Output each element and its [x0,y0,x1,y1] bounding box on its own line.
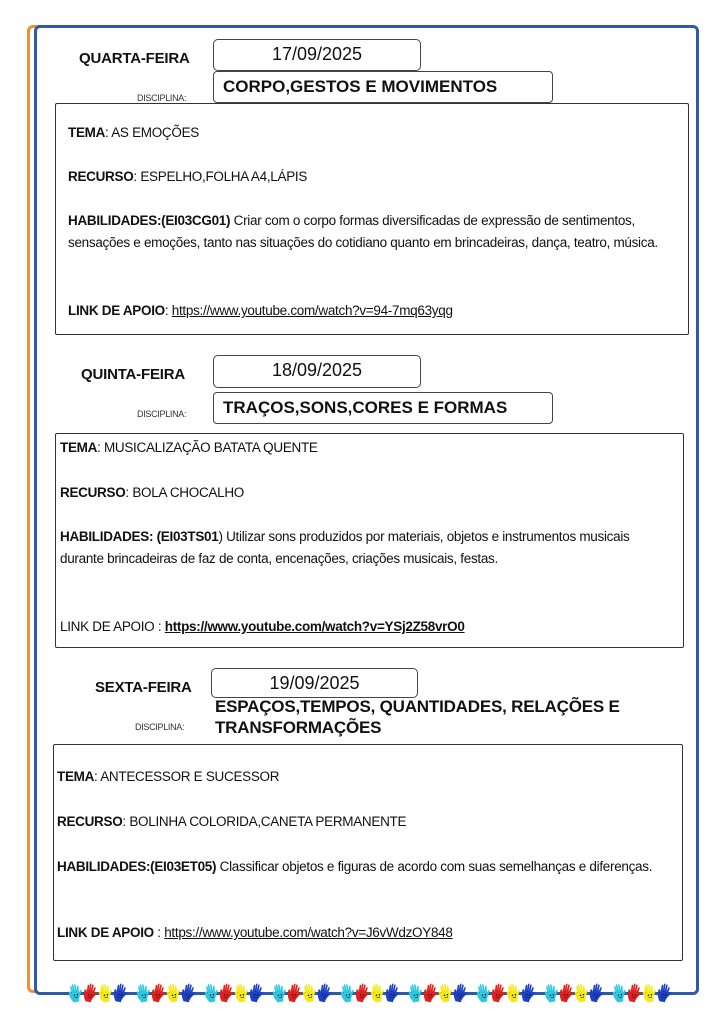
date-field: 18/09/2025 [213,355,421,388]
lesson-content-box [53,744,683,961]
hand-icon [249,983,264,1003]
hand-icon [521,983,536,1003]
tema-line: TEMA: AS EMOÇÕES [68,125,199,140]
recurso-label: RECURSO [57,814,123,829]
habilidades-text: Criar com o corpo formas diversificadas de expressão de sentimentos, sensações e emoções, tanto nas situações do cotidiano quanto em brincadeiras, dança, teatro, música. [68,213,658,250]
hand-icon [491,983,506,1003]
hand-icon [370,983,385,1003]
disciplina-line-1: ESPAÇOS,TEMPOS, QUANTIDADES, RELAÇÕES E [215,697,620,716]
habilidades-text: ) Utilizar sons produzidos por materiais, objetos e instrumentos musicais durante brincadeiras de faz de conta, encenações, criações musicais, festas. [60,529,630,566]
support-link[interactable]: https://www.youtube.com/watch?v=YSj2Z58vrO0 [164,619,465,634]
hand-icon [423,983,438,1003]
recurso-line: RECURSO: BOLA CHOCALHO [60,485,244,500]
date-field: 17/09/2025 [213,39,421,71]
tema-value: ANTECESSOR E SUCESSOR [100,769,280,784]
hand-icon [355,983,370,1003]
hands-group [408,983,468,1005]
hand-icon [98,983,113,1003]
hand-icon [302,983,317,1003]
hand-icon [438,983,453,1003]
tema-value: MUSICALIZAÇÃO BATATA QUENTE [103,440,318,455]
tema-line: TEMA: MUSICALIZAÇÃO BATATA QUENTE [60,440,318,455]
hand-icon [234,983,249,1003]
disciplina-label: DISCIPLINA: [137,409,187,419]
hand-icon [113,983,128,1003]
habilidades-label: HABILIDADES: [68,213,162,228]
disciplina-line-2: TRANSFORMAÇÕES [215,718,382,737]
hands-group [476,983,536,1005]
hand-icon [68,983,83,1003]
hands-group [544,983,604,1005]
disciplina-field: CORPO,GESTOS E MOVIMENTOS [213,71,553,103]
recurso-value: ESPELHO,FOLHA A4,LÁPIS [140,169,308,184]
hand-icon [627,983,642,1003]
link-label: LINK DE APOIO [68,303,165,318]
recurso-value: BOLINHA COLORIDA,CANETA PERMANENTE [129,814,407,829]
support-link[interactable]: https://www.youtube.com/watch?v=J6vWdzOY848 [164,925,453,940]
hand-icon [453,983,468,1003]
hands-group [272,983,332,1005]
tema-label: TEMA [68,125,106,140]
day-label: SEXTA-FEIRA [95,679,192,696]
disciplina-label: DISCIPLINA: [137,93,187,103]
day-label: QUINTA-FEIRA [81,366,185,383]
habilidades-text: Classificar objetos e figuras de acordo com suas semelhanças e diferenças. [219,859,653,874]
hand-icon [317,983,332,1003]
link-line: LINK DE APOIO : https://www.youtube.com/watch?v=J6vWdzOY848 [57,925,453,940]
link-label: LINK DE APOIO [57,925,154,940]
date-field: 19/09/2025 [211,668,418,698]
hand-icon [83,983,98,1003]
tema-label: TEMA [60,440,98,455]
hand-icon [204,983,219,1003]
hand-icon [181,983,196,1003]
link-label: LINK DE APOIO [60,619,155,634]
habilidades-code: (EI03ET05) [150,859,217,874]
hand-icon [340,983,355,1003]
habilidades-line [60,526,671,570]
hand-icon [385,983,400,1003]
support-link[interactable]: https://www.youtube.com/watch?v=94-7mq63yqg [171,303,453,318]
hands-group [204,983,264,1005]
habilidades-label: HABILIDADES: [57,859,151,874]
day-label: QUARTA-FEIRA [79,50,190,67]
recurso-label: RECURSO [60,485,126,500]
hand-icon [476,983,491,1003]
lesson-content-box [55,103,689,335]
hand-icon [544,983,559,1003]
hand-icon [136,983,151,1003]
hand-icon [287,983,302,1003]
hands-group [612,983,672,1005]
tema-label: TEMA [57,769,95,784]
recurso-line: RECURSO: ESPELHO,FOLHA A4,LÁPIS [68,169,308,184]
hand-icon [219,983,234,1003]
habilidades-line [57,856,670,878]
tema-value: AS EMOÇÕES [111,125,199,140]
hand-icon [574,983,589,1003]
hand-icon [408,983,423,1003]
hands-group [68,983,128,1005]
tema-line: TEMA: ANTECESSOR E SUCESSOR [57,769,280,784]
recurso-value: BOLA CHOCALHO [132,485,244,500]
habilidades-line [68,210,676,254]
hand-icon [589,983,604,1003]
recurso-label: RECURSO [68,169,134,184]
hand-icon [612,983,627,1003]
hands-group [136,983,196,1005]
hand-icon [559,983,574,1003]
habilidades-code: (EI03TS01 [156,529,219,544]
hands-group [340,983,400,1005]
hand-icon [657,983,672,1003]
habilidades-code: (EI03CG01) [161,213,231,228]
hand-icon [506,983,521,1003]
link-line: LINK DE APOIO: https://www.youtube.com/watch?v=94-7mq63yqg [68,303,453,318]
disciplina-label: DISCIPLINA: [135,722,185,732]
link-line: LINK DE APOIO : https://www.youtube.com/watch?v=YSj2Z58vrO0 [60,619,465,634]
hand-icon [166,983,181,1003]
hand-icon [151,983,166,1003]
hand-icon [642,983,657,1003]
disciplina-field: TRAÇOS,SONS,CORES E FORMAS [213,392,553,424]
recurso-line: RECURSO: BOLINHA COLORIDA,CANETA PERMANENTE [57,814,407,829]
decorative-hands-border [68,983,658,1005]
lesson-content-box [55,433,684,648]
habilidades-label: HABILIDADES: [60,529,154,544]
hand-icon [272,983,287,1003]
